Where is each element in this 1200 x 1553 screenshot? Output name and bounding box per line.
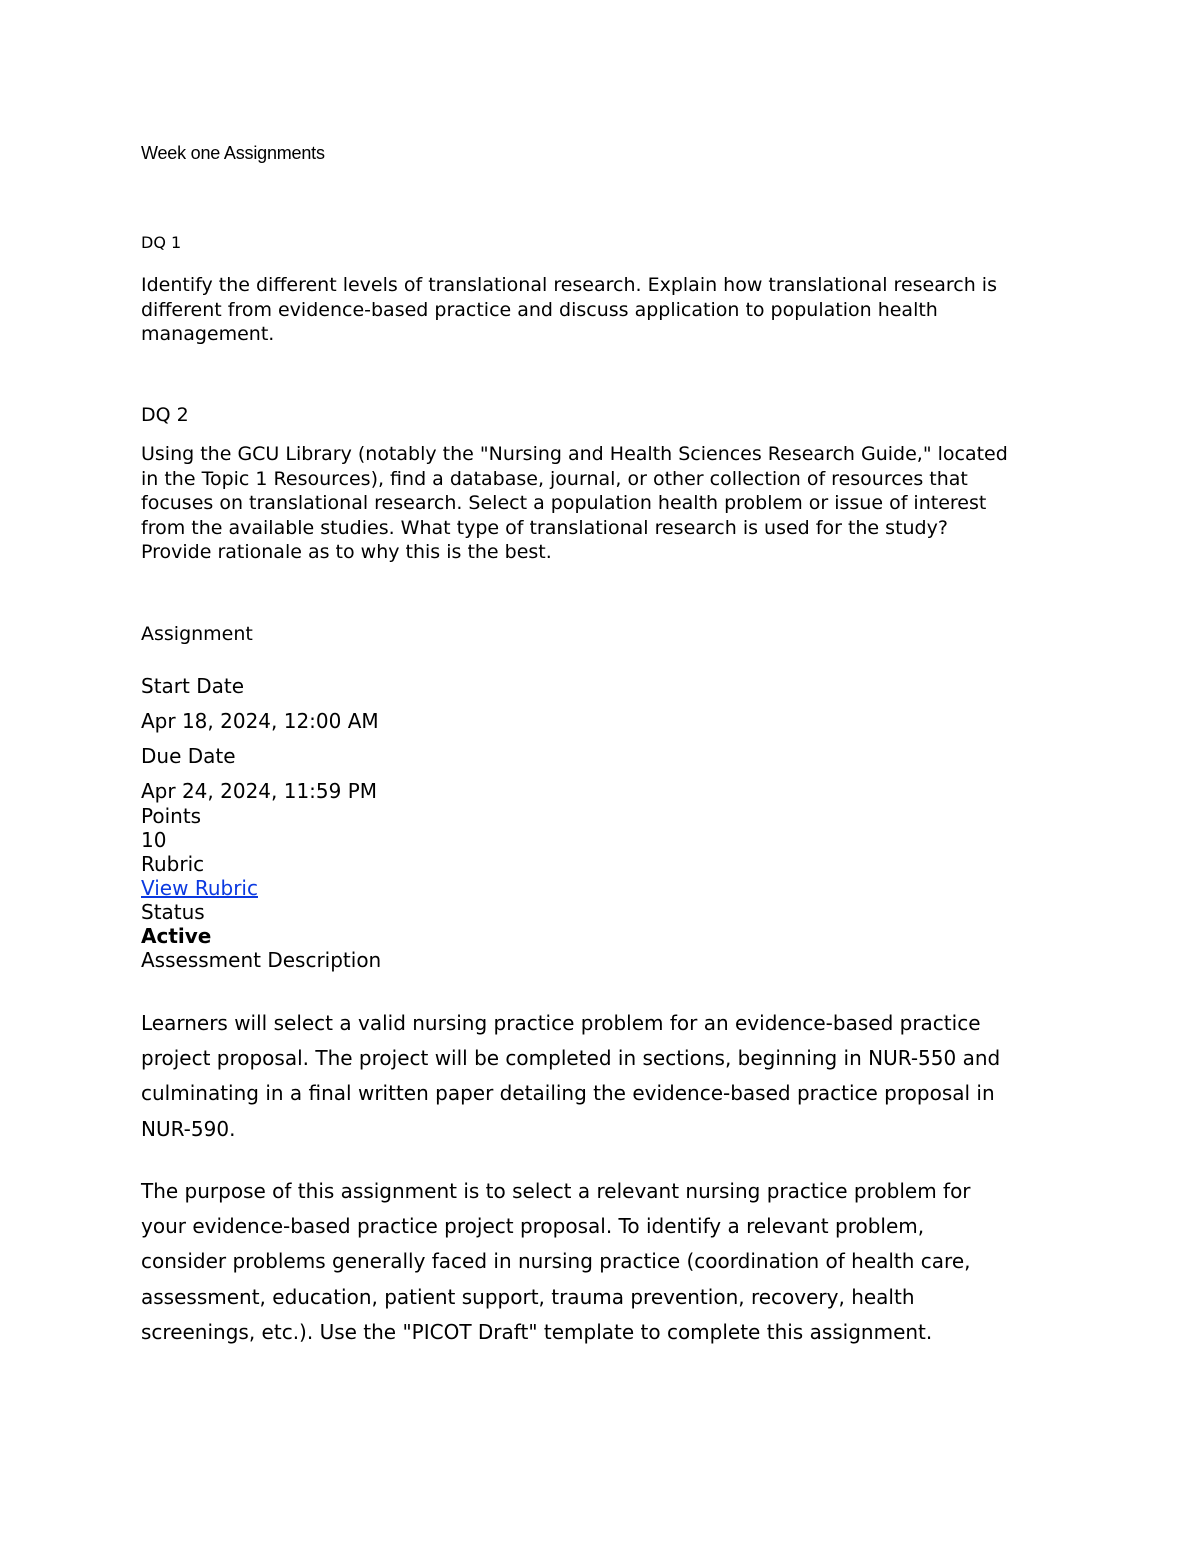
- rubric-label: Rubric: [141, 852, 205, 876]
- start-date-value: Apr 18, 2024, 12:00 AM: [141, 709, 379, 733]
- description-line: The purpose of this assignment is to select a relevant nursing practice problem for: [141, 1179, 971, 1203]
- description-paragraph-1: [141, 1006, 1071, 1147]
- dq1-line: different from evidence-based practice and discuss application to population health: [141, 298, 938, 321]
- description-line: project proposal. The project will be completed in sections, beginning in NUR-550 and: [141, 1046, 1001, 1071]
- description-line: consider problems generally faced in nursing practice (coordination of health care,: [141, 1249, 971, 1274]
- dq1-line: management.: [141, 323, 275, 345]
- description-line: your evidence-based practice project proposal. To identify a relevant problem,: [141, 1214, 925, 1239]
- page-title: Week one Assignments: [141, 143, 325, 163]
- dq2-line: Using the GCU Library (notably the "Nursing and Health Sciences Research Guide," located: [141, 443, 1008, 465]
- points-value: 10: [141, 828, 167, 852]
- dq1-line: Identify the different levels of translational research. Explain how translational research is: [141, 274, 997, 296]
- description-line: Learners will select a valid nursing practice problem for an evidence-based practice: [141, 1011, 981, 1035]
- points-label: Points: [141, 804, 202, 828]
- dq2-heading: DQ 2: [141, 404, 189, 426]
- view-rubric-link[interactable]: View Rubric: [141, 876, 258, 900]
- dq1-body: [141, 273, 1071, 347]
- dq2-line: focuses on translational research. Select a population health problem or issue of interest: [141, 492, 987, 514]
- due-date-label: Due Date: [141, 744, 236, 768]
- start-date-label: Start Date: [141, 674, 245, 698]
- dq2-body: [141, 442, 1071, 565]
- dq2-line: in the Topic 1 Resources), find a database, journal, or other collection of resources that: [141, 467, 968, 490]
- dq2-line: from the available studies. What type of translational research is used for the study?: [141, 516, 948, 539]
- due-date-value: Apr 24, 2024, 11:59 PM: [141, 779, 378, 803]
- dq1-heading: DQ 1: [141, 233, 182, 252]
- description-line: assessment, education, patient support, trauma prevention, recovery, health: [141, 1284, 915, 1309]
- assignment-label: Assignment: [141, 623, 253, 645]
- dq2-line: Provide rationale as to why this is the best.: [141, 541, 552, 563]
- status-value: Active: [141, 924, 212, 948]
- description-line: culminating in a final written paper detailing the evidence-based practice proposal in: [141, 1081, 995, 1106]
- assessment-description-label: Assessment Description: [141, 948, 382, 972]
- description-line: NUR-590.: [141, 1116, 236, 1141]
- description-paragraph-2: [141, 1174, 1071, 1350]
- description-line: screenings, etc.). Use the "PICOT Draft" template to complete this assignment.: [141, 1319, 933, 1344]
- status-label: Status: [141, 900, 205, 924]
